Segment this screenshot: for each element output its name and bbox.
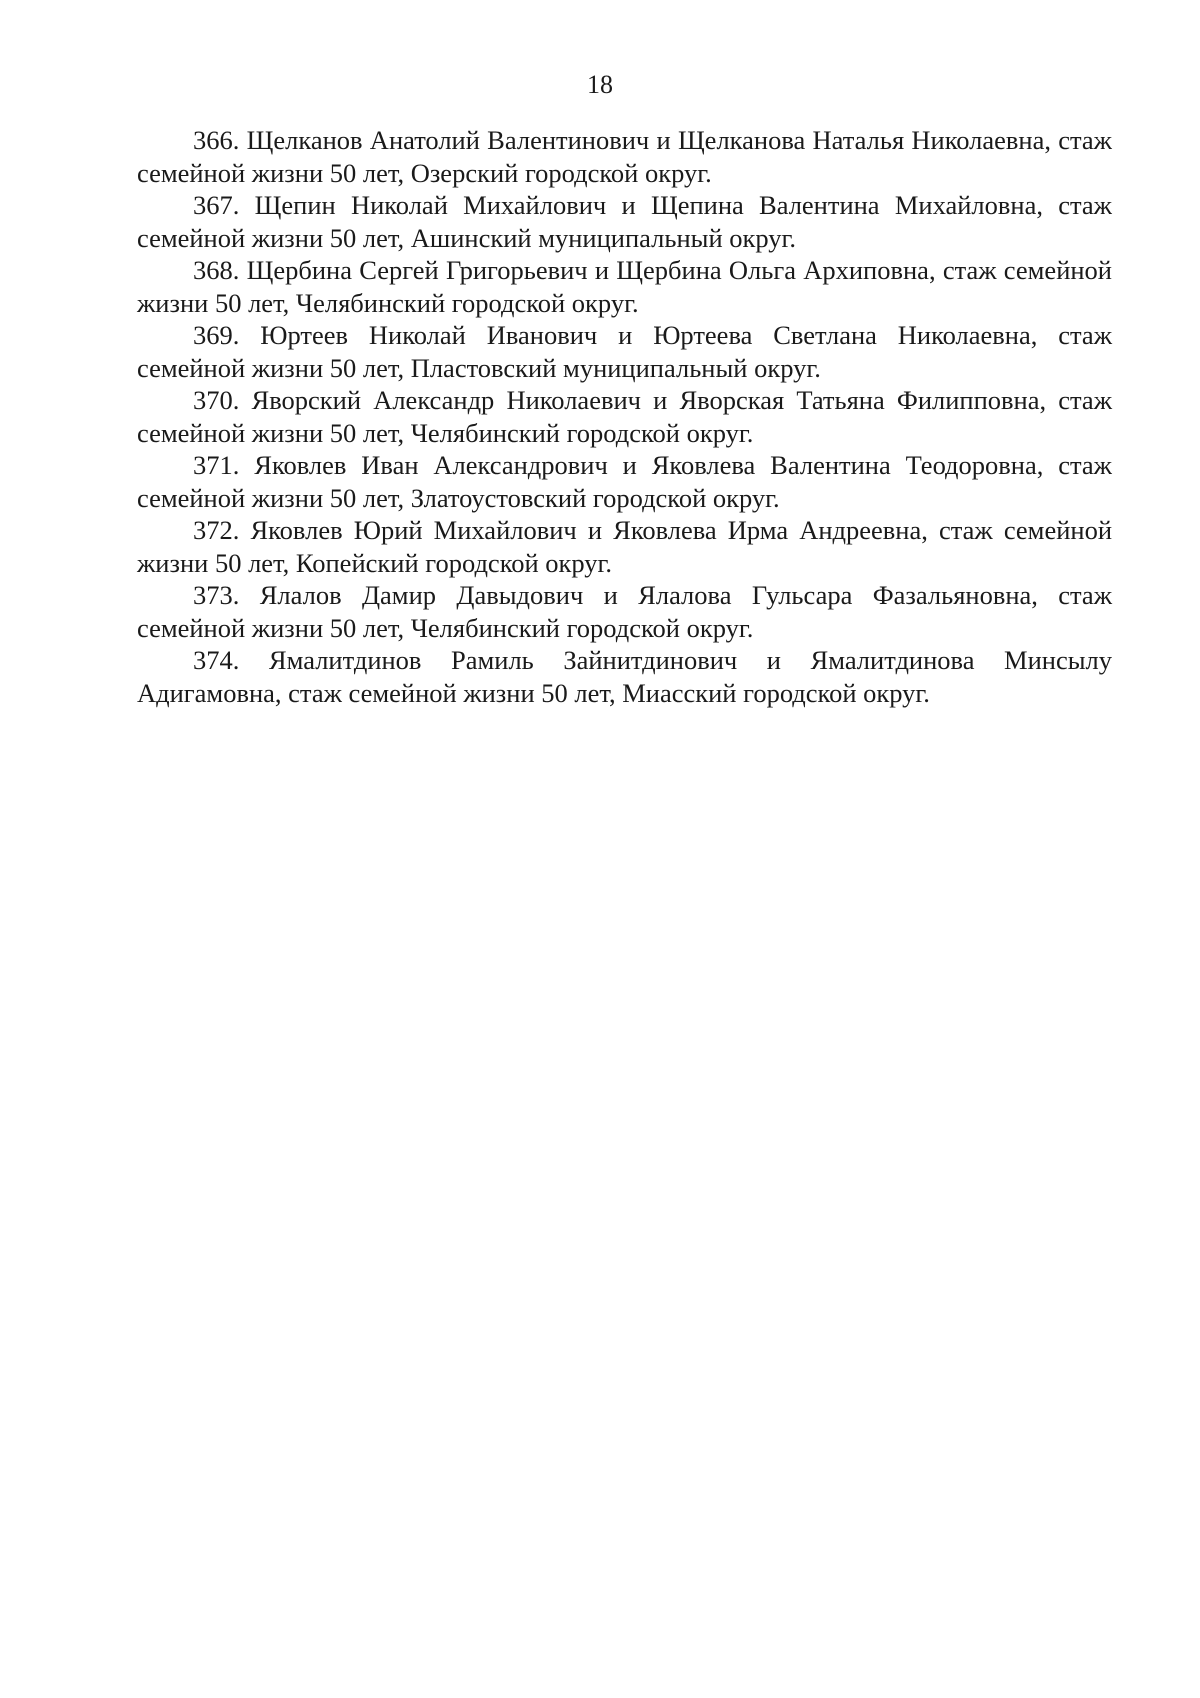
list-item: 372. Яковлев Юрий Михайлович и Яковлева Ирма Андреевна, стаж семейной жизни 50 лет, Копейский городской округ.	[137, 515, 1112, 578]
list-item: 368. Щербина Сергей Григорьевич и Щербина Ольга Архиповна, стаж семейной жизни 50 лет, Челябинский городской округ.	[137, 255, 1112, 318]
list-item: 367. Щепин Николай Михайлович и Щепина Валентина Михайловна, стаж семейной жизни 50 лет, Ашинский муниципальный округ.	[137, 190, 1112, 253]
list-item: 366. Щелканов Анатолий Валентинович и Щелканова Наталья Николаевна, стаж семейной жизни 50 лет, Озерский городской округ.	[137, 125, 1112, 188]
list-item: 371. Яковлев Иван Александрович и Яковлева Валентина Теодоровна, стаж семейной жизни 50 лет, Златоустовский городской округ.	[137, 450, 1112, 513]
page-number: 18	[587, 70, 613, 99]
list-item: 369. Юртеев Николай Иванович и Юртеева Светлана Николаевна, стаж семейной жизни 50 лет, Пластовский муниципальный округ.	[137, 320, 1112, 383]
list-item: 373. Ялалов Дамир Давыдович и Ялалова Гульсара Фазальяновна, стаж семейной жизни 50 лет, Челябинский городской округ.	[137, 580, 1112, 643]
list-item: 370. Яворский Александр Николаевич и Яворская Татьяна Филипповна, стаж семейной жизни 50 лет, Челябинский городской округ.	[137, 385, 1112, 448]
list-item: 374. Ямалитдинов Рамиль Зайнитдинович и Ямалитдинова Минсылу Адигамовна, стаж семейной жизни 50 лет, Миасский городской округ.	[137, 645, 1112, 708]
entry-list	[137, 124, 1112, 709]
